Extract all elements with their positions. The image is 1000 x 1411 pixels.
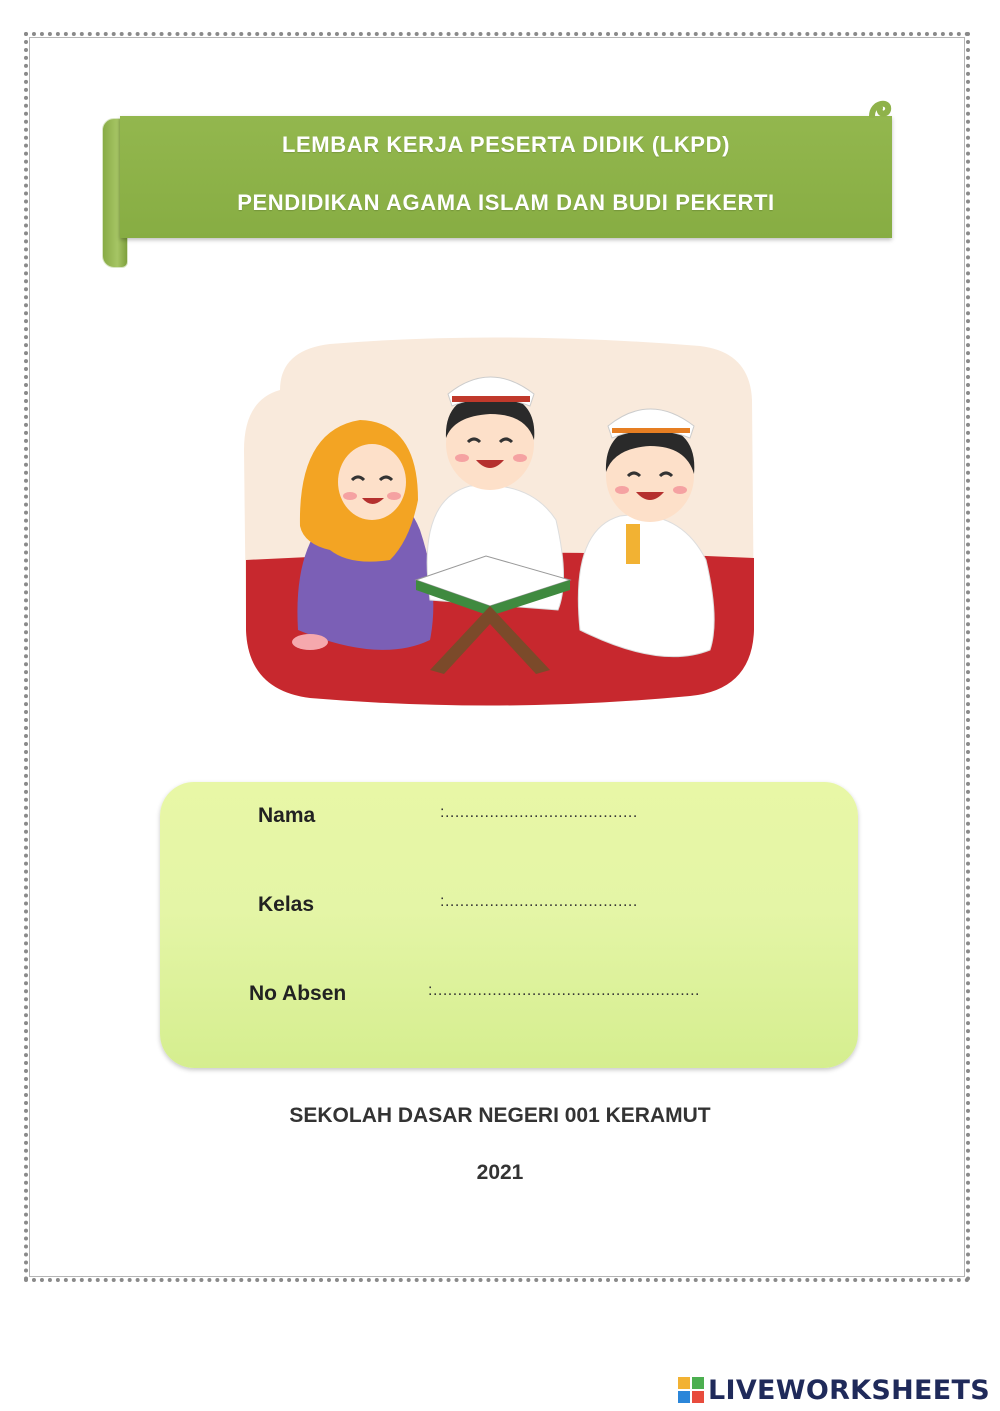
banner-body (120, 116, 892, 238)
year-text: 2021 (476, 1161, 524, 1184)
scroll-curl-icon (866, 94, 896, 118)
banner-title-line1: LEMBAR KERJA PESERTA DIDIK (LKPD) (282, 132, 730, 157)
no-absen-field[interactable]: :...................................................... (428, 982, 700, 999)
form-row-kelas (160, 893, 858, 923)
nama-label: Nama (258, 804, 316, 827)
banner-title-line2: PENDIDIKAN AGAMA ISLAM DAN BUDI PEKERTI (237, 190, 775, 215)
nama-field[interactable]: :....................................... (440, 804, 638, 821)
kelas-field[interactable]: :....................................... (440, 893, 638, 910)
form-row-nama (160, 804, 858, 834)
form-row-no-absen (160, 982, 858, 1012)
liveworksheets-logo (678, 1374, 990, 1406)
children-reading-illustration (240, 330, 760, 710)
kelas-label: Kelas (258, 893, 315, 916)
student-info-box (160, 782, 858, 1068)
school-name: SEKOLAH DASAR NEGERI 001 KERAMUT (289, 1104, 711, 1127)
title-banner (98, 92, 898, 272)
liveworksheets-icon (678, 1377, 704, 1403)
liveworksheets-wordmark: LIVEWORKSHEETS (707, 1374, 990, 1406)
no-absen-label: No Absen (249, 982, 347, 1005)
